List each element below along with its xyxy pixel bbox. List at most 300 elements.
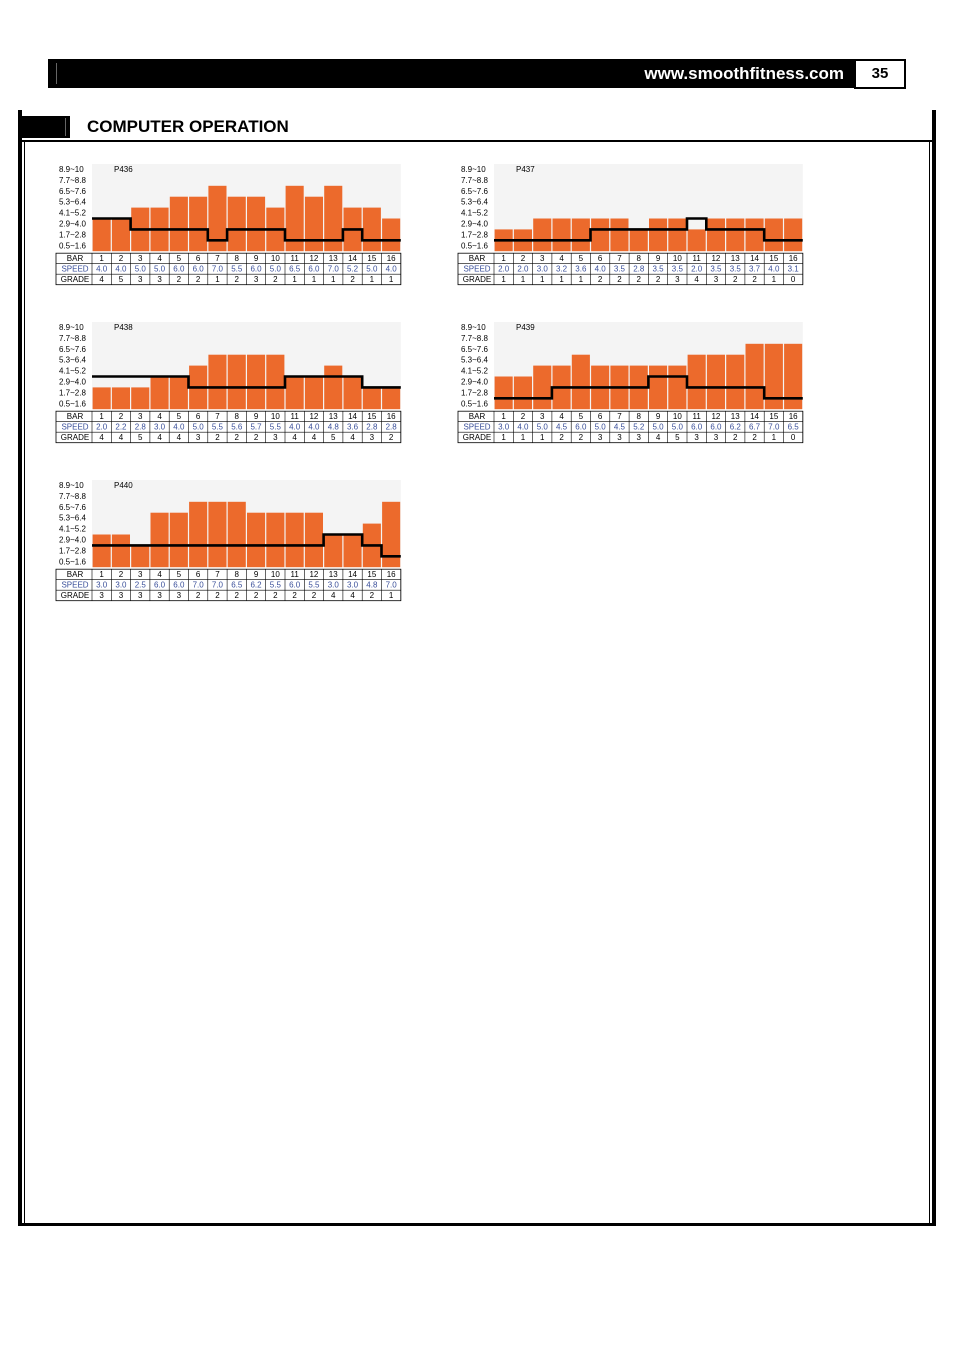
grade-value: 4 <box>99 275 104 285</box>
speed-value: 4.0 <box>173 422 185 432</box>
grade-value: 5 <box>138 433 143 443</box>
header-bar-edge <box>56 63 57 84</box>
speed-bar <box>286 513 304 568</box>
grade-value: 1 <box>501 275 506 285</box>
speed-value: 5.6 <box>231 422 243 432</box>
grade-value: 2 <box>195 591 201 601</box>
grade-value: 1 <box>520 433 526 443</box>
speed-bar <box>726 355 744 410</box>
grade-value: 3 <box>369 433 375 443</box>
y-level-label: 6.5~7.6 <box>59 344 86 354</box>
grade-value: 1 <box>331 275 336 285</box>
speed-bar <box>170 197 188 252</box>
grade-value: 3 <box>273 433 278 443</box>
bar-number: 3 <box>138 570 143 580</box>
speed-bar <box>784 219 802 252</box>
speed-bar <box>649 219 667 252</box>
speed-bar <box>324 366 342 410</box>
bar-number: 11 <box>290 254 299 264</box>
grade-value: 2 <box>234 591 239 601</box>
speed-value: 3.2 <box>555 264 568 274</box>
speed-bar <box>726 219 744 252</box>
speed-value: 4.5 <box>613 422 626 432</box>
speed-value: 5.0 <box>671 422 683 432</box>
bar-number: 1 <box>99 254 104 264</box>
grade-value: 1 <box>559 275 564 285</box>
speed-bar <box>93 535 111 568</box>
grade-value: 2 <box>752 275 757 285</box>
grade-value: 3 <box>118 591 124 601</box>
bar-number: 14 <box>348 412 358 422</box>
bar-number: 7 <box>617 412 622 422</box>
y-level-label: 8.9~10 <box>59 481 84 490</box>
speed-value: 5.5 <box>269 422 281 432</box>
y-level-label: 4.1~5.2 <box>59 208 86 218</box>
speed-bar <box>363 208 381 252</box>
grade-value: 1 <box>771 275 777 285</box>
speed-value: 6.0 <box>192 264 204 274</box>
y-level-label: 7.7~8.8 <box>59 333 86 343</box>
speed-value: 4.0 <box>768 264 780 274</box>
y-level-label: 5.3~6.4 <box>59 355 86 365</box>
speed-value: 6.0 <box>153 580 166 590</box>
grade-value: 4 <box>350 591 355 601</box>
grade-value: 3 <box>176 591 182 601</box>
speed-value: 3.0 <box>96 580 108 590</box>
speed-bar <box>170 513 188 568</box>
page-number: 35 <box>854 59 906 89</box>
grade-value: 1 <box>540 433 545 443</box>
program-chart-p436 <box>52 160 408 290</box>
bar-number: 8 <box>234 570 239 580</box>
bar-number: 11 <box>692 254 701 264</box>
y-level-label: 7.7~8.8 <box>461 333 488 343</box>
table-row-label: GRADE <box>60 591 90 601</box>
bar-number: 4 <box>157 254 162 264</box>
bar-number: 13 <box>730 254 740 264</box>
grade-value: 3 <box>713 433 719 443</box>
speed-value: 3.6 <box>346 422 359 432</box>
speed-value: 5.0 <box>536 422 548 432</box>
table-row-label: BAR <box>468 412 486 422</box>
y-level-label: 6.5~7.6 <box>461 344 488 354</box>
speed-value: 6.0 <box>691 422 703 432</box>
bar-number: 2 <box>118 412 124 422</box>
speed-bar <box>247 355 265 410</box>
table-row-label: BAR <box>66 254 84 264</box>
bar-number: 14 <box>348 570 358 580</box>
speed-bar <box>112 219 130 252</box>
speed-value: 5.2 <box>346 264 359 274</box>
grade-value: 2 <box>369 591 375 601</box>
speed-value: 3.5 <box>613 264 626 274</box>
speed-bar <box>189 197 207 252</box>
bar-number: 6 <box>195 570 201 580</box>
y-level-label: 1.7~2.8 <box>59 230 86 240</box>
grade-value: 2 <box>273 275 278 285</box>
chart-title: P436 <box>114 165 133 174</box>
grade-value: 4 <box>694 275 699 285</box>
speed-value: 3.0 <box>498 422 510 432</box>
speed-bar <box>305 513 323 568</box>
grade-value: 1 <box>520 275 526 285</box>
speed-bar <box>553 219 571 252</box>
y-level-label: 4.1~5.2 <box>461 366 488 376</box>
y-level-label: 0.5~1.6 <box>59 241 86 251</box>
grade-value: 1 <box>215 275 220 285</box>
speed-value: 6.0 <box>173 264 185 274</box>
bar-number: 5 <box>176 570 182 580</box>
speed-bar <box>495 377 513 410</box>
speed-value: 6.0 <box>289 580 301 590</box>
grade-value: 2 <box>253 591 259 601</box>
speed-value: 4.0 <box>115 264 127 274</box>
grade-value: 3 <box>636 433 641 443</box>
grade-value: 3 <box>675 275 680 285</box>
grade-value: 5 <box>118 275 124 285</box>
bar-number: 4 <box>157 412 162 422</box>
y-level-label: 6.5~7.6 <box>59 502 86 512</box>
bar-number: 2 <box>118 570 124 580</box>
grade-value: 4 <box>118 433 124 443</box>
bar-number: 9 <box>253 570 259 580</box>
table-row-label: GRADE <box>60 433 90 443</box>
bar-number: 9 <box>655 254 661 264</box>
bar-number: 13 <box>730 412 740 422</box>
grade-value: 3 <box>138 275 143 285</box>
speed-value: 4.0 <box>517 422 529 432</box>
speed-bar <box>208 355 226 410</box>
speed-bar <box>344 377 362 410</box>
bar-number: 9 <box>655 412 661 422</box>
grade-value: 1 <box>292 275 297 285</box>
y-level-label: 1.7~2.8 <box>461 388 488 398</box>
bar-number: 11 <box>290 412 299 422</box>
bar-number: 9 <box>253 254 259 264</box>
grade-value: 2 <box>733 275 738 285</box>
bar-number: 16 <box>386 412 396 422</box>
bar-number: 3 <box>540 254 545 264</box>
y-level-label: 6.5~7.6 <box>59 186 86 196</box>
grade-value: 0 <box>790 433 796 443</box>
speed-value: 5.0 <box>153 264 166 274</box>
speed-value: 7.0 <box>211 580 224 590</box>
grade-value: 4 <box>292 433 297 443</box>
speed-value: 6.0 <box>710 422 722 432</box>
y-level-label: 0.5~1.6 <box>461 241 488 251</box>
speed-value: 6.0 <box>250 264 262 274</box>
section-header <box>18 110 932 142</box>
bar-number: 8 <box>636 254 641 264</box>
speed-bar <box>765 219 783 252</box>
table-row-label: SPEED <box>61 580 89 590</box>
grade-value: 1 <box>771 433 777 443</box>
y-level-label: 5.3~6.4 <box>461 355 488 365</box>
bar-number: 16 <box>386 254 396 264</box>
bar-number: 4 <box>559 412 564 422</box>
y-level-label: 7.7~8.8 <box>461 175 488 185</box>
speed-value: 2.8 <box>385 422 397 432</box>
bar-number: 3 <box>138 254 143 264</box>
speed-bar <box>707 219 725 252</box>
bar-number: 13 <box>328 570 338 580</box>
speed-bar <box>363 387 381 409</box>
grade-value: 5 <box>675 433 680 443</box>
bar-number: 3 <box>138 412 143 422</box>
chart-title: P439 <box>516 323 535 332</box>
bar-number: 14 <box>348 254 358 264</box>
speed-value: 4.0 <box>385 264 397 274</box>
bar-number: 13 <box>328 254 338 264</box>
speed-bar <box>266 513 284 568</box>
speed-bar <box>668 366 686 410</box>
speed-bar <box>668 219 686 252</box>
speed-bar <box>151 513 169 568</box>
grade-value: 3 <box>713 275 719 285</box>
bar-number: 6 <box>195 412 201 422</box>
grade-value: 2 <box>195 275 201 285</box>
speed-value: 3.0 <box>153 422 166 432</box>
grade-value: 2 <box>350 275 355 285</box>
speed-value: 4.8 <box>366 580 378 590</box>
bar-number: 15 <box>769 412 779 422</box>
grade-value: 2 <box>292 591 297 601</box>
speed-bar <box>324 535 342 568</box>
y-level-label: 2.9~4.0 <box>59 377 86 387</box>
y-level-label: 2.9~4.0 <box>59 219 86 229</box>
bar-number: 11 <box>692 412 701 422</box>
speed-bar <box>151 377 169 410</box>
table-row-label: GRADE <box>60 275 90 285</box>
speed-value: 3.1 <box>787 264 799 274</box>
speed-bar <box>572 219 590 252</box>
speed-bar <box>112 535 130 568</box>
y-level-label: 8.9~10 <box>59 323 84 332</box>
speed-bar <box>688 229 706 251</box>
speed-value: 4.0 <box>289 422 301 432</box>
grade-value: 2 <box>597 275 603 285</box>
grade-value: 1 <box>369 275 375 285</box>
bar-number: 1 <box>501 412 506 422</box>
speed-bar <box>707 355 725 410</box>
y-level-label: 8.9~10 <box>59 165 84 174</box>
bar-number: 1 <box>99 412 104 422</box>
speed-value: 2.0 <box>498 264 510 274</box>
speed-bar <box>591 219 609 252</box>
speed-value: 6.2 <box>729 422 741 432</box>
speed-bar <box>286 377 304 410</box>
grade-value: 1 <box>388 275 394 285</box>
bar-number: 6 <box>597 412 603 422</box>
speed-bar <box>382 387 400 409</box>
bar-number: 15 <box>367 570 377 580</box>
speed-value: 5.5 <box>211 422 224 432</box>
grade-value: 2 <box>636 275 641 285</box>
speed-value: 3.0 <box>327 580 339 590</box>
grade-value: 3 <box>157 275 162 285</box>
y-level-label: 0.5~1.6 <box>59 557 86 567</box>
section-title: COMPUTER OPERATION <box>87 117 289 136</box>
section-tab <box>22 116 70 138</box>
bar-number: 3 <box>540 412 545 422</box>
bar-number: 7 <box>215 412 220 422</box>
grade-value: 2 <box>176 275 182 285</box>
speed-bar <box>533 366 551 410</box>
speed-value: 7.0 <box>385 580 397 590</box>
grade-value: 3 <box>617 433 622 443</box>
speed-bar <box>247 513 265 568</box>
y-level-label: 6.5~7.6 <box>461 186 488 196</box>
speed-value: 5.0 <box>134 264 146 274</box>
y-level-label: 5.3~6.4 <box>59 513 86 523</box>
bar-number: 8 <box>234 412 239 422</box>
speed-value: 2.8 <box>366 422 378 432</box>
speed-value: 4.0 <box>96 264 108 274</box>
bar-number: 15 <box>367 254 377 264</box>
grade-value: 2 <box>655 275 661 285</box>
bar-number: 13 <box>328 412 338 422</box>
grade-value: 1 <box>540 275 545 285</box>
bar-number: 2 <box>118 254 124 264</box>
speed-bar <box>131 387 149 409</box>
speed-bar <box>247 197 265 252</box>
grade-value: 2 <box>311 591 317 601</box>
speed-bar <box>266 355 284 410</box>
table-row-label: GRADE <box>462 275 492 285</box>
speed-bar <box>93 387 111 409</box>
table-row-label: SPEED <box>61 264 89 274</box>
grade-value: 2 <box>733 433 738 443</box>
chart-title: P437 <box>516 165 535 174</box>
bar-number: 7 <box>617 254 622 264</box>
y-level-label: 0.5~1.6 <box>461 399 488 409</box>
bar-number: 5 <box>176 412 182 422</box>
grade-value: 1 <box>388 591 394 601</box>
speed-value: 5.0 <box>652 422 664 432</box>
speed-bar <box>208 502 226 567</box>
grade-value: 2 <box>617 275 622 285</box>
speed-value: 6.0 <box>575 422 587 432</box>
speed-value: 7.0 <box>211 264 224 274</box>
y-level-label: 2.9~4.0 <box>59 535 86 545</box>
speed-value: 2.2 <box>115 422 127 432</box>
bar-number: 5 <box>176 254 182 264</box>
speed-value: 3.0 <box>115 580 127 590</box>
speed-value: 6.0 <box>308 264 320 274</box>
speed-value: 2.8 <box>633 264 645 274</box>
speed-value: 3.5 <box>671 264 683 274</box>
bar-number: 16 <box>788 254 798 264</box>
grade-value: 4 <box>157 433 162 443</box>
bar-number: 10 <box>672 412 682 422</box>
table-row-label: GRADE <box>462 433 492 443</box>
grade-value: 4 <box>655 433 661 443</box>
speed-value: 3.5 <box>652 264 664 274</box>
bar-number: 16 <box>788 412 798 422</box>
table-row-label: BAR <box>468 254 486 264</box>
speed-bar <box>305 377 323 410</box>
grade-value: 2 <box>273 591 278 601</box>
table-row-label: BAR <box>66 570 84 580</box>
speed-value: 7.0 <box>768 422 780 432</box>
bar-number: 10 <box>672 254 682 264</box>
grade-value: 2 <box>388 433 394 443</box>
grade-value: 1 <box>578 275 584 285</box>
y-level-label: 2.9~4.0 <box>461 219 488 229</box>
program-chart-p438 <box>52 318 408 448</box>
y-level-label: 7.7~8.8 <box>59 175 86 185</box>
table-row-label: BAR <box>66 412 84 422</box>
table-row-label: SPEED <box>61 422 89 432</box>
grade-value: 4 <box>350 433 355 443</box>
bar-number: 5 <box>578 412 584 422</box>
bar-number: 10 <box>270 254 280 264</box>
bar-number: 12 <box>711 412 721 422</box>
speed-value: 4.8 <box>327 422 339 432</box>
grade-value: 0 <box>790 275 796 285</box>
y-level-label: 8.9~10 <box>461 323 486 332</box>
bar-number: 7 <box>215 570 220 580</box>
speed-value: 5.5 <box>231 264 243 274</box>
y-level-label: 1.7~2.8 <box>59 546 86 556</box>
speed-bar <box>688 355 706 410</box>
speed-value: 3.5 <box>710 264 722 274</box>
y-level-label: 2.9~4.0 <box>461 377 488 387</box>
y-level-label: 0.5~1.6 <box>59 399 86 409</box>
grade-value: 5 <box>331 433 336 443</box>
speed-bar <box>610 219 628 252</box>
speed-bar <box>228 502 246 567</box>
bar-number: 8 <box>234 254 239 264</box>
speed-value: 5.0 <box>594 422 606 432</box>
bar-number: 8 <box>636 412 641 422</box>
y-level-label: 1.7~2.8 <box>59 388 86 398</box>
speed-bar <box>189 502 207 567</box>
bar-number: 2 <box>520 412 526 422</box>
speed-value: 5.0 <box>269 264 281 274</box>
y-level-label: 7.7~8.8 <box>59 491 86 501</box>
bar-number: 12 <box>711 254 721 264</box>
speed-value: 6.5 <box>787 422 799 432</box>
speed-value: 2.0 <box>96 422 108 432</box>
site-url[interactable]: www.smoothfitness.com <box>644 64 844 83</box>
bar-number: 14 <box>750 254 760 264</box>
chart-title: P440 <box>114 481 133 490</box>
y-level-label: 5.3~6.4 <box>461 197 488 207</box>
speed-value: 2.8 <box>134 422 146 432</box>
grade-value: 1 <box>311 275 317 285</box>
table-row-label: SPEED <box>463 422 491 432</box>
speed-bar <box>746 219 764 252</box>
y-level-label: 4.1~5.2 <box>59 524 86 534</box>
speed-value: 6.0 <box>173 580 185 590</box>
frame-inner-right-rule <box>929 140 930 1223</box>
speed-value: 5.0 <box>192 422 204 432</box>
bar-number: 1 <box>99 570 104 580</box>
speed-value: 5.2 <box>633 422 645 432</box>
bar-number: 15 <box>769 254 779 264</box>
speed-bar <box>344 535 362 568</box>
speed-bar <box>228 355 246 410</box>
program-chart-p437 <box>454 160 810 290</box>
grade-value: 2 <box>253 433 259 443</box>
speed-value: 3.0 <box>536 264 548 274</box>
speed-value: 5.7 <box>250 422 262 432</box>
speed-value: 6.2 <box>250 580 262 590</box>
grade-value: 2 <box>234 433 239 443</box>
grade-value: 3 <box>253 275 259 285</box>
bar-number: 12 <box>309 570 319 580</box>
